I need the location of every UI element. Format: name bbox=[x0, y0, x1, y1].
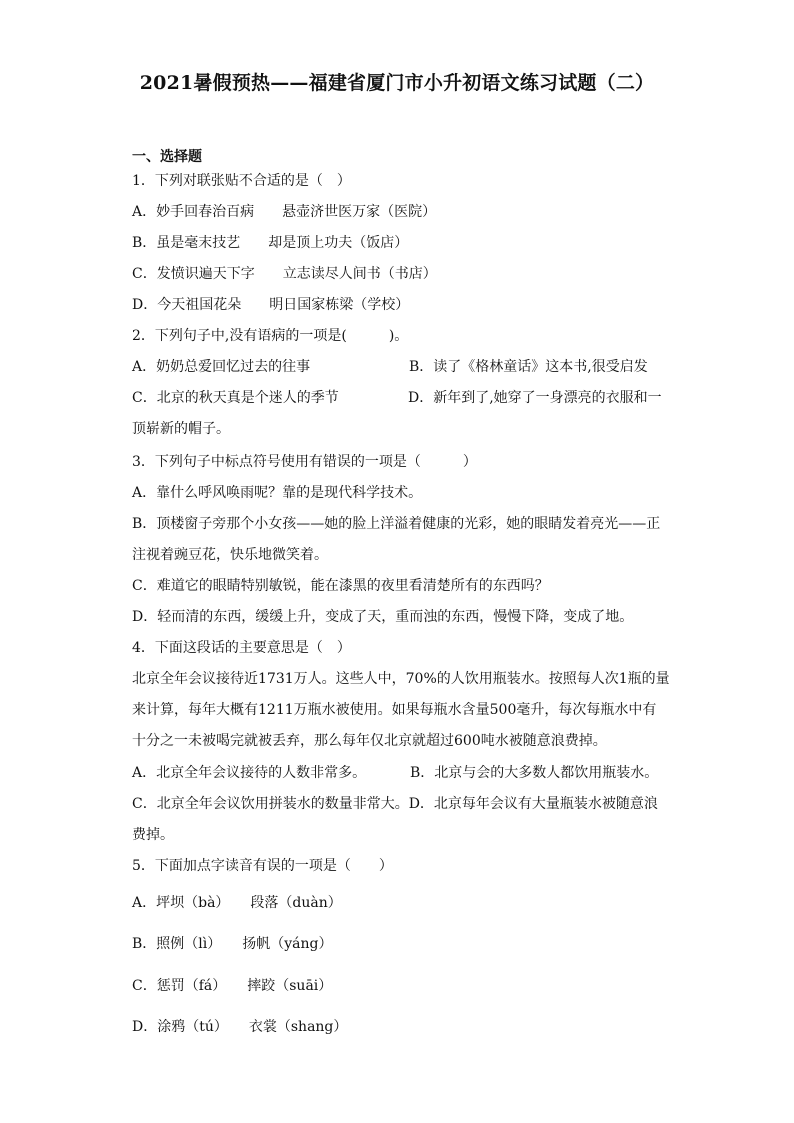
question-3-option-b: B．顶楼窗子旁那个小女孩——她的脸上洋溢着健康的光彩，她的眼睛发着亮光——正 bbox=[132, 516, 661, 532]
question-4-option-c-d: C．北京全年会议饮用拼装水的数量非常大。D．北京每年会议有大量瓶装水被随意浪 bbox=[132, 796, 658, 812]
question-1-stem: 1．下列对联张贴不合适的是（ ） bbox=[132, 173, 351, 189]
question-4-option-b: B．北京与会的大多数人都饮用瓶装水。 bbox=[410, 765, 659, 781]
question-4-option-d-continued: 费掉。 bbox=[132, 827, 174, 843]
question-2-option-c: C．北京的秋天真是个迷人的季节 bbox=[132, 390, 339, 406]
question-1-option-d: D．今天祖国花朵 明日国家栋梁（学校） bbox=[132, 297, 410, 313]
question-4-passage-line-2: 来计算，每年大概有1211万瓶水被使用。如果每瓶水含量500毫升，每次每瓶水中有 bbox=[132, 702, 657, 718]
question-2-option-d: D．新年到了,她穿了一身漂亮的衣服和一 bbox=[408, 390, 662, 406]
question-2-option-d-continued: 顶崭新的帽子。 bbox=[132, 421, 230, 437]
question-1-option-a: A．妙手回春治百病 悬壶济世医万家（医院） bbox=[132, 204, 437, 220]
question-5-option-a: A．坪坝（bà） 段落（duàn） bbox=[132, 895, 342, 911]
question-2-stem: 2．下列句子中,没有语病的一项是( )。 bbox=[132, 328, 409, 344]
question-3-option-b-continued: 注视着豌豆花，快乐地微笑着。 bbox=[132, 547, 328, 563]
question-2-option-a: A．奶奶总爱回忆过去的往事 bbox=[132, 359, 311, 375]
question-5-option-c: C．惩罚（fá） 摔跤（suāi） bbox=[132, 978, 333, 994]
page-title: 2021暑假预热——福建省厦门市小升初语文练习试题（二） bbox=[139, 72, 655, 94]
question-3-option-a: A．靠什么呼风唤雨呢？靠的是现代科学技术。 bbox=[132, 485, 423, 501]
question-3-option-c: C．难道它的眼睛特别敏锐，能在漆黑的夜里看清楚所有的东西吗？ bbox=[132, 578, 549, 594]
question-1-option-b: B．虽是毫末技艺 却是顶上功夫（饭店） bbox=[132, 235, 409, 251]
question-4-option-a: A．北京全年会议接待的人数非常多。 bbox=[132, 765, 367, 781]
question-4-passage-line-1: 北京全年会议接待近1731万人。这些人中，70%的人饮用瓶装水。按照每人次1瓶的量 bbox=[132, 671, 670, 687]
question-3-stem: 3．下列句子中标点符号使用有错误的一项是（ ） bbox=[132, 454, 477, 470]
question-3-option-d: D．轻而清的东西，缓缓上升，变成了天，重而浊的东西，慢慢下降，变成了地。 bbox=[132, 609, 634, 625]
question-4-stem: 4．下面这段话的主要意思是（ ） bbox=[132, 640, 351, 656]
question-5-option-d: D．涂鸦（tú） 衣裳（shang） bbox=[132, 1019, 348, 1035]
question-2-option-b: B．读了《格林童话》这本书,很受启发 bbox=[409, 359, 648, 375]
question-4-passage-line-3: 十分之一未被喝完就被丢弃，那么每年仅北京就超过600吨水被随意浪费掉。 bbox=[132, 733, 607, 749]
section-heading: 一、选择题 bbox=[132, 149, 202, 165]
question-1-option-c: C．发愤识遍天下字 立志读尽人间书（书店） bbox=[132, 266, 437, 282]
question-5-option-b: B．照例（lì） 扬帆（yáng） bbox=[132, 936, 333, 952]
question-5-stem: 5．下面加点字读音有误的一项是（ ） bbox=[132, 858, 393, 874]
